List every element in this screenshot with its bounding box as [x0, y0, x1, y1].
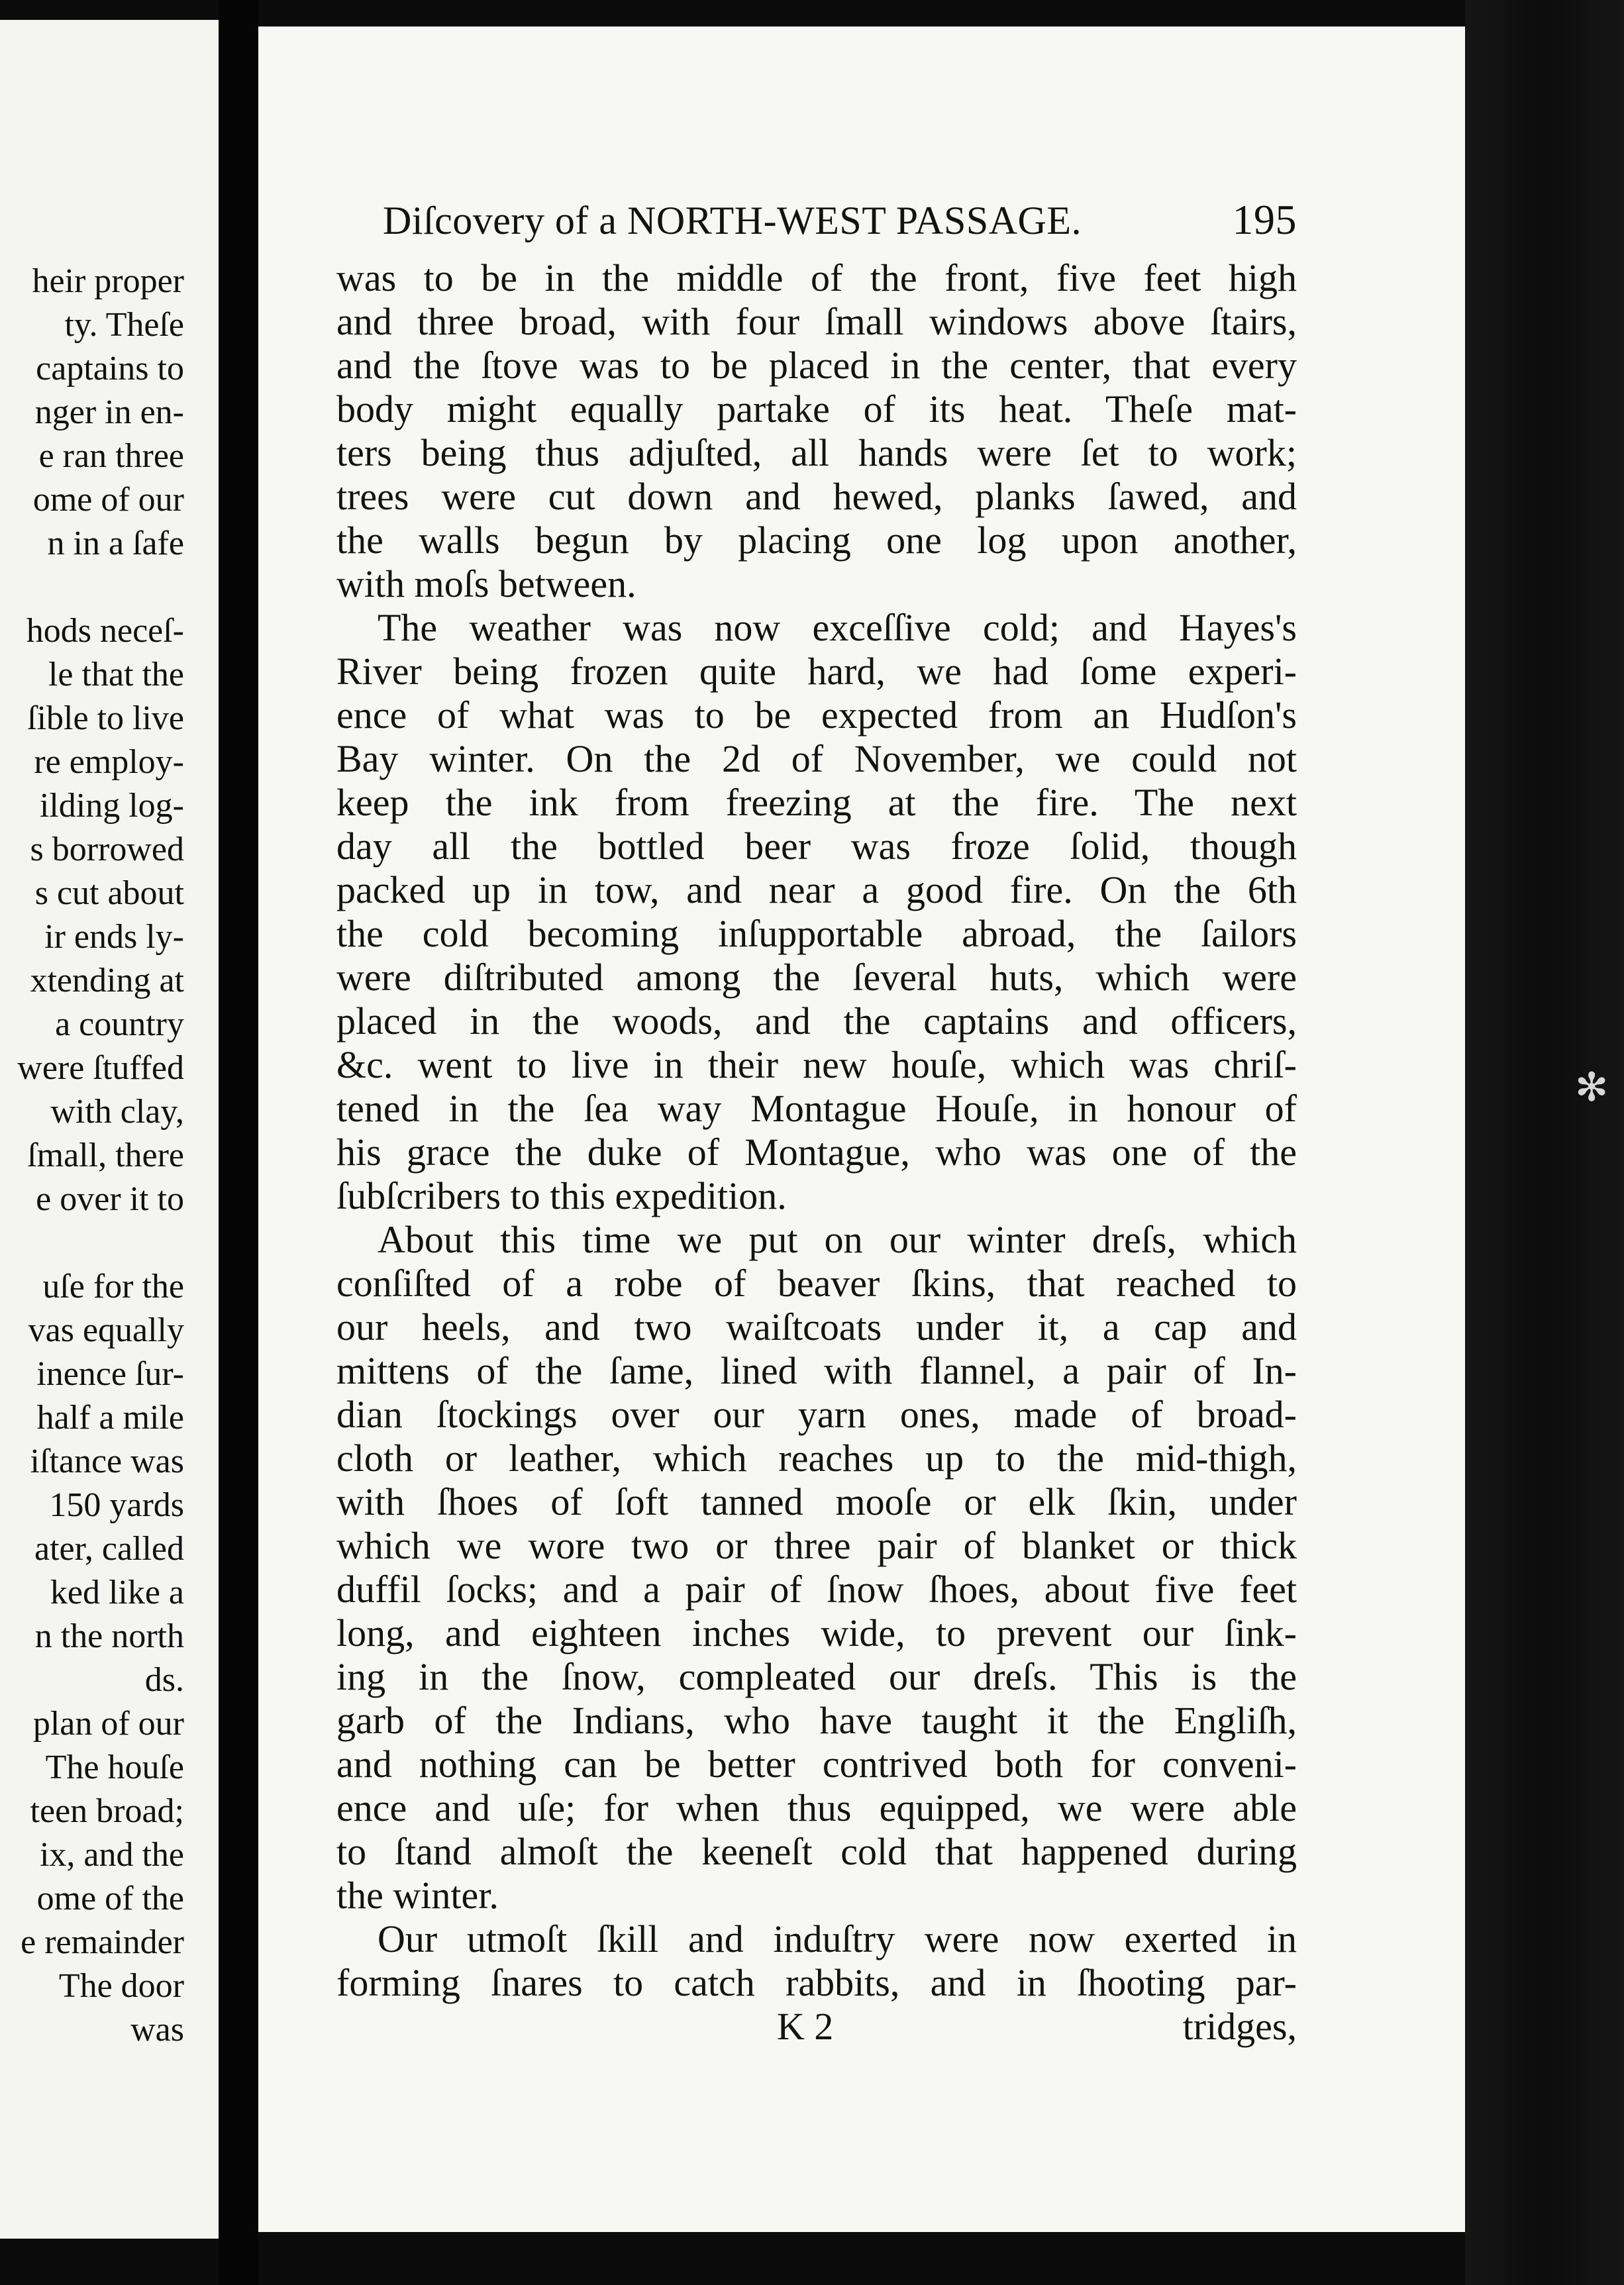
left-page-line: ome of the — [36, 1880, 184, 1917]
text-line: packed up in tow, and near a good fire. On the 6th — [336, 868, 1297, 911]
text-line: conſiſted of a robe of beaver ſkins, that reached to — [336, 1262, 1297, 1305]
left-page-line: teen broad; — [30, 1792, 184, 1830]
text-line: tened in the ſea way Montague Houſe, in honour of — [336, 1087, 1297, 1130]
text-line: and three broad, with four ſmall windows above ſtairs, — [336, 300, 1297, 343]
left-page-line: was — [130, 2011, 184, 2049]
left-page-line: re employ- — [34, 743, 184, 781]
left-page-line: plan of our — [32, 1705, 184, 1743]
left-page-line: hods neceſ- — [26, 612, 184, 650]
spider-mark: ✻ — [1575, 1066, 1609, 1109]
left-page-fragment — [0, 20, 219, 2239]
catchword: tridges, — [1182, 2005, 1297, 2048]
text-line: forming ſnares to catch rabbits, and in ſhooting par- — [336, 1961, 1297, 2004]
text-line: cloth or leather, which reaches up to the mid-thigh, — [336, 1437, 1297, 1480]
left-page-text — [17, 260, 184, 2052]
text-line: with moſs between. — [336, 562, 636, 605]
text-line: ence of what was to be expected from an Hudſon's — [336, 693, 1297, 736]
left-page-line: s cut about — [34, 874, 184, 912]
text-line: ters being thus adjuſted, all hands were ſet to work; — [336, 431, 1297, 474]
left-page-line: ilding log- — [39, 787, 184, 825]
left-page-line: ds. — [144, 1661, 184, 1699]
text-line: ing in the ſnow, compleated our dreſs. This is the — [336, 1655, 1297, 1698]
left-page-line: ater, called — [34, 1530, 184, 1568]
running-header — [336, 195, 1297, 256]
left-page-line: ty. Theſe — [64, 306, 184, 344]
page-edge-shadow — [1465, 0, 1624, 2285]
text-line: dian ſtockings over our yarn ones, made of broad- — [336, 1393, 1297, 1436]
left-page-line: ſmall, there — [27, 1137, 184, 1174]
left-page-line: The door — [58, 1967, 184, 2005]
left-page-line: nger in en- — [34, 393, 184, 431]
left-page-line — [17, 566, 184, 609]
page-number: 195 — [1232, 196, 1297, 243]
text-line: ence and uſe; for when thus equipped, we were able — [336, 1786, 1297, 1829]
text-line: mittens of the ſame, lined with flannel, a pair of In- — [336, 1349, 1297, 1392]
page-text-block — [336, 195, 1297, 2049]
text-line: the walls begun by placing one log upon another, — [336, 519, 1297, 562]
text-line: with ſhoes of ſoft tanned mooſe or elk ſkin, under — [336, 1480, 1297, 1523]
right-page — [258, 26, 1465, 2232]
left-page-line: n the north — [34, 1617, 184, 1655]
text-line: duffil ſocks; and a pair of ſnow ſhoes, about five feet — [336, 1568, 1297, 1611]
body-text — [336, 256, 1297, 2005]
text-line: the cold becoming inſupportable abroad, the ſailors — [336, 912, 1297, 955]
text-line: were diſtributed among the ſeveral huts, which were — [336, 956, 1297, 999]
left-page-line: uſe for the — [42, 1268, 184, 1305]
left-page-line: 150 yards — [49, 1486, 184, 1524]
text-line: and the ſtove was to be placed in the center, that every — [336, 344, 1297, 387]
left-page-line: were ſtuffed — [17, 1049, 184, 1087]
text-line: Our utmoſt ſkill and induſtry were now exerted in — [378, 1917, 1297, 1960]
text-line: ſubſcribers to this expedition. — [336, 1174, 787, 1217]
text-line: The weather was now exceſſive cold; and Hayes's — [378, 606, 1297, 649]
book-gutter — [219, 0, 258, 2285]
text-line: long, and eighteen inches wide, to prevent our ſink- — [336, 1611, 1297, 1654]
text-line: &c. went to live in their new houſe, which was chriſ- — [336, 1043, 1297, 1086]
text-line: placed in the woods, and the captains and officers, — [336, 999, 1297, 1042]
left-page-line: n in a ſafe — [47, 525, 184, 562]
text-line: was to be in the middle of the front, five feet high — [336, 256, 1297, 299]
left-page-line: heir proper — [32, 262, 184, 300]
left-page-line: The houſe — [45, 1749, 184, 1786]
signature-mark: K 2 — [777, 2005, 834, 2048]
left-page-line: a country — [55, 1005, 184, 1043]
text-line: keep the ink from freezing at the fire. The next — [336, 781, 1297, 824]
left-page-line: e remainder — [21, 1923, 184, 1961]
page-footer — [336, 2005, 1297, 2049]
text-line: body might equally partake of its heat. Theſe mat- — [336, 387, 1297, 431]
text-line: our heels, and two waiſtcoats under it, a cap and — [336, 1305, 1297, 1348]
left-page-line: half a mile — [36, 1399, 184, 1437]
running-title: Diſcovery of a NORTH-WEST PASSAGE. — [383, 199, 1082, 242]
text-line: River being frozen quite hard, we had ſome experi- — [336, 650, 1297, 693]
text-line: and nothing can be better contrived both for conveni- — [336, 1743, 1297, 1786]
left-page-line: xtending at — [30, 962, 184, 999]
left-page-line: ome of our — [32, 481, 184, 519]
left-page-line: e over it to — [36, 1180, 184, 1218]
text-line: which we wore two or three pair of blanket or thick — [336, 1524, 1297, 1567]
left-page-line: ir ends ly- — [44, 918, 184, 956]
left-page-line: ked like a — [50, 1574, 184, 1611]
text-line: day all the bottled beer was froze ſolid, though — [336, 825, 1297, 868]
text-line: his grace the duke of Montague, who was one of the — [336, 1131, 1297, 1174]
left-page-line: ſible to live — [27, 699, 184, 737]
left-page-line: le that the — [48, 656, 184, 693]
left-page-line: with clay, — [50, 1093, 184, 1131]
text-line: trees were cut down and hewed, planks ſawed, and — [336, 475, 1297, 518]
left-page-line: ix, and the — [39, 1836, 184, 1874]
left-page-line: vas equally — [28, 1311, 184, 1349]
left-page-line: s borrowed — [30, 831, 184, 868]
text-line: the winter. — [336, 1874, 499, 1917]
text-line: Bay winter. On the 2d of November, we could not — [336, 737, 1297, 780]
text-line: to ſtand almoſt the keeneſt cold that happened during — [336, 1830, 1297, 1873]
left-page-line — [17, 1221, 184, 1265]
left-page-line: e ran three — [38, 437, 184, 475]
left-page-line: inence ſur- — [36, 1355, 184, 1393]
left-page-line: iſtance was — [30, 1443, 184, 1480]
left-page-line: captains to — [36, 350, 184, 387]
text-line: garb of the Indians, who have taught it the Engliſh, — [336, 1699, 1297, 1742]
text-line: About this time we put on our winter dreſs, which — [378, 1218, 1297, 1261]
